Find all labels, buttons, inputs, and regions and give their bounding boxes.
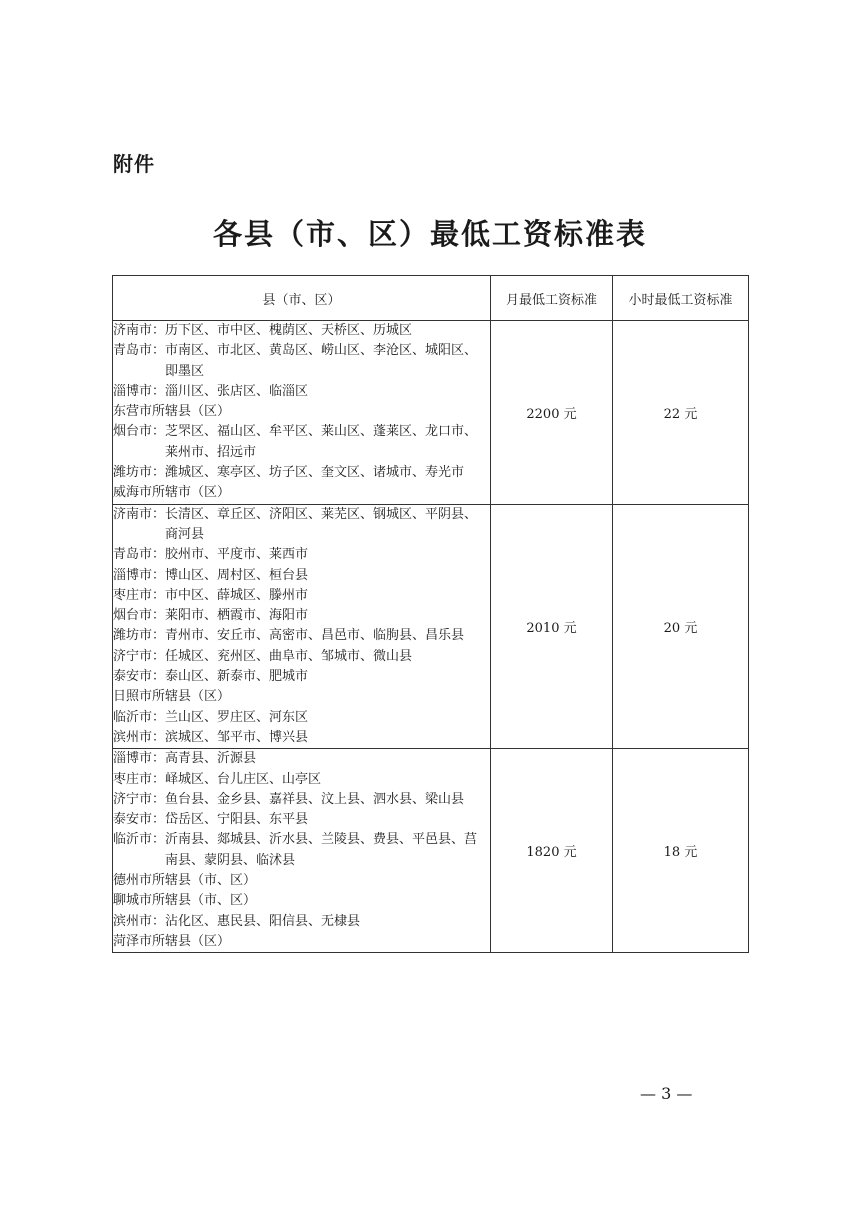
city-areas: 沾化区、惠民县、阳信县、无棣县	[165, 913, 361, 929]
city-areas: 鱼台县、金乡县、嘉祥县、汶上县、泗水县、梁山县	[165, 791, 465, 807]
city-name: 烟台市：	[113, 608, 166, 624]
city-name: 枣庄市：	[113, 771, 166, 787]
header-hourly-wage: 小时最低工资标准	[613, 276, 749, 321]
city-areas: 兰山区、罗庄区、河东区	[165, 709, 309, 725]
city-areas: 东营市所辖县（区）	[113, 404, 231, 420]
region-line	[113, 912, 490, 932]
city-name: 临沂市：	[113, 709, 166, 725]
table-row	[113, 749, 749, 953]
city-areas: 莱阳市、栖霞市、海阳市	[165, 608, 309, 624]
table-header-row	[113, 276, 749, 321]
city-areas: 高青县、沂源县	[165, 751, 257, 767]
region-line	[113, 728, 490, 748]
city-areas: 潍城区、寒亭区、坊子区、奎文区、诸城市、寿光市	[165, 465, 465, 481]
city-name: 青岛市：	[113, 547, 166, 563]
region-line	[113, 606, 490, 626]
monthly-wage-cell: 2010 元	[491, 504, 613, 749]
region-line	[113, 505, 490, 546]
city-name: 泰安市：	[113, 669, 166, 685]
city-areas: 滨城区、邹平市、博兴县	[165, 729, 309, 745]
city-areas: 胶州市、平度市、莱西市	[165, 547, 309, 563]
city-areas: 日照市所辖县（区）	[113, 689, 231, 705]
hourly-wage-cell: 20 元	[613, 504, 749, 749]
region-line	[113, 402, 490, 422]
city-name: 济南市：	[113, 506, 166, 522]
region-cell	[113, 749, 491, 953]
city-areas: 淄川区、张店区、临淄区	[165, 383, 309, 399]
city-areas: 沂南县、郯城县、沂水县、兰陵县、费县、平邑县、莒南县、蒙阴县、临沭县	[165, 832, 478, 868]
region-line	[113, 341, 490, 382]
region-line	[113, 463, 490, 483]
city-areas: 菏泽市所辖县（区）	[113, 933, 231, 949]
city-name: 济宁市：	[113, 791, 166, 807]
table-row	[113, 504, 749, 749]
region-line	[113, 566, 490, 586]
region-line	[113, 891, 490, 911]
city-areas: 聊城市所辖县（市、区）	[113, 893, 257, 909]
city-name: 淄博市：	[113, 751, 166, 767]
city-name: 滨州市：	[113, 913, 166, 929]
city-areas: 市中区、薛城区、滕州市	[165, 587, 309, 603]
region-line	[113, 932, 490, 952]
city-areas: 博山区、周村区、桓台县	[165, 567, 309, 583]
header-region: 县（市、区）	[113, 276, 491, 321]
region-line	[113, 687, 490, 707]
hourly-wage-cell: 18 元	[613, 749, 749, 953]
region-line	[113, 749, 490, 769]
city-name: 滨州市：	[113, 729, 166, 745]
attachment-label: 附件	[113, 152, 155, 176]
city-name: 淄博市：	[113, 383, 166, 399]
city-name: 济宁市：	[113, 648, 166, 664]
table-body	[113, 321, 749, 953]
city-name: 淄博市：	[113, 567, 166, 583]
region-line	[113, 790, 490, 810]
city-areas: 泰山区、新泰市、肥城市	[165, 669, 309, 685]
city-areas: 青州市、安丘市、高密市、昌邑市、临朐县、昌乐县	[165, 628, 465, 644]
minimum-wage-table	[112, 275, 749, 953]
city-areas: 岱岳区、宁阳县、东平县	[165, 812, 309, 828]
monthly-wage-cell: 2200 元	[491, 321, 613, 505]
city-name: 枣庄市：	[113, 587, 166, 603]
hourly-wage-cell: 22 元	[613, 321, 749, 505]
region-line	[113, 810, 490, 830]
city-name: 潍坊市：	[113, 465, 166, 481]
region-line	[113, 667, 490, 687]
region-cell	[113, 504, 491, 749]
city-name: 潍坊市：	[113, 628, 166, 644]
region-line	[113, 321, 490, 341]
city-areas: 长清区、章丘区、济阳区、莱芜区、钢城区、平阴县、商河县	[165, 506, 478, 542]
region-line	[113, 647, 490, 667]
region-line	[113, 422, 490, 463]
city-areas: 芝罘区、福山区、牟平区、莱山区、蓬莱区、龙口市、莱州市、招远市	[165, 424, 478, 460]
table-row	[113, 321, 749, 505]
city-areas: 德州市所辖县（市、区）	[113, 873, 257, 889]
city-areas: 威海市所辖市（区）	[113, 485, 231, 501]
document-title: 各县（市、区）最低工资标准表	[212, 217, 647, 251]
city-name: 烟台市：	[113, 424, 166, 440]
region-line	[113, 545, 490, 565]
region-line	[113, 626, 490, 646]
city-name: 青岛市：	[113, 343, 166, 359]
region-line	[113, 382, 490, 402]
page-number: — 3 —	[640, 1084, 693, 1103]
region-line	[113, 770, 490, 790]
city-areas: 历下区、市中区、槐荫区、天桥区、历城区	[165, 323, 413, 338]
city-areas: 市南区、市北区、黄岛区、崂山区、李沧区、城阳区、即墨区	[165, 343, 478, 379]
city-areas: 峄城区、台儿庄区、山亭区	[165, 771, 322, 787]
region-line	[113, 708, 490, 728]
region-line	[113, 830, 490, 871]
city-name: 济南市：	[113, 323, 166, 338]
region-cell	[113, 321, 491, 505]
region-line	[113, 483, 490, 503]
city-areas: 任城区、兖州区、曲阜市、邹城市、微山县	[165, 648, 413, 664]
city-name: 临沂市：	[113, 832, 166, 848]
region-line	[113, 871, 490, 891]
city-name: 泰安市：	[113, 812, 166, 828]
monthly-wage-cell: 1820 元	[491, 749, 613, 953]
header-monthly-wage: 月最低工资标准	[491, 276, 613, 321]
region-line	[113, 586, 490, 606]
